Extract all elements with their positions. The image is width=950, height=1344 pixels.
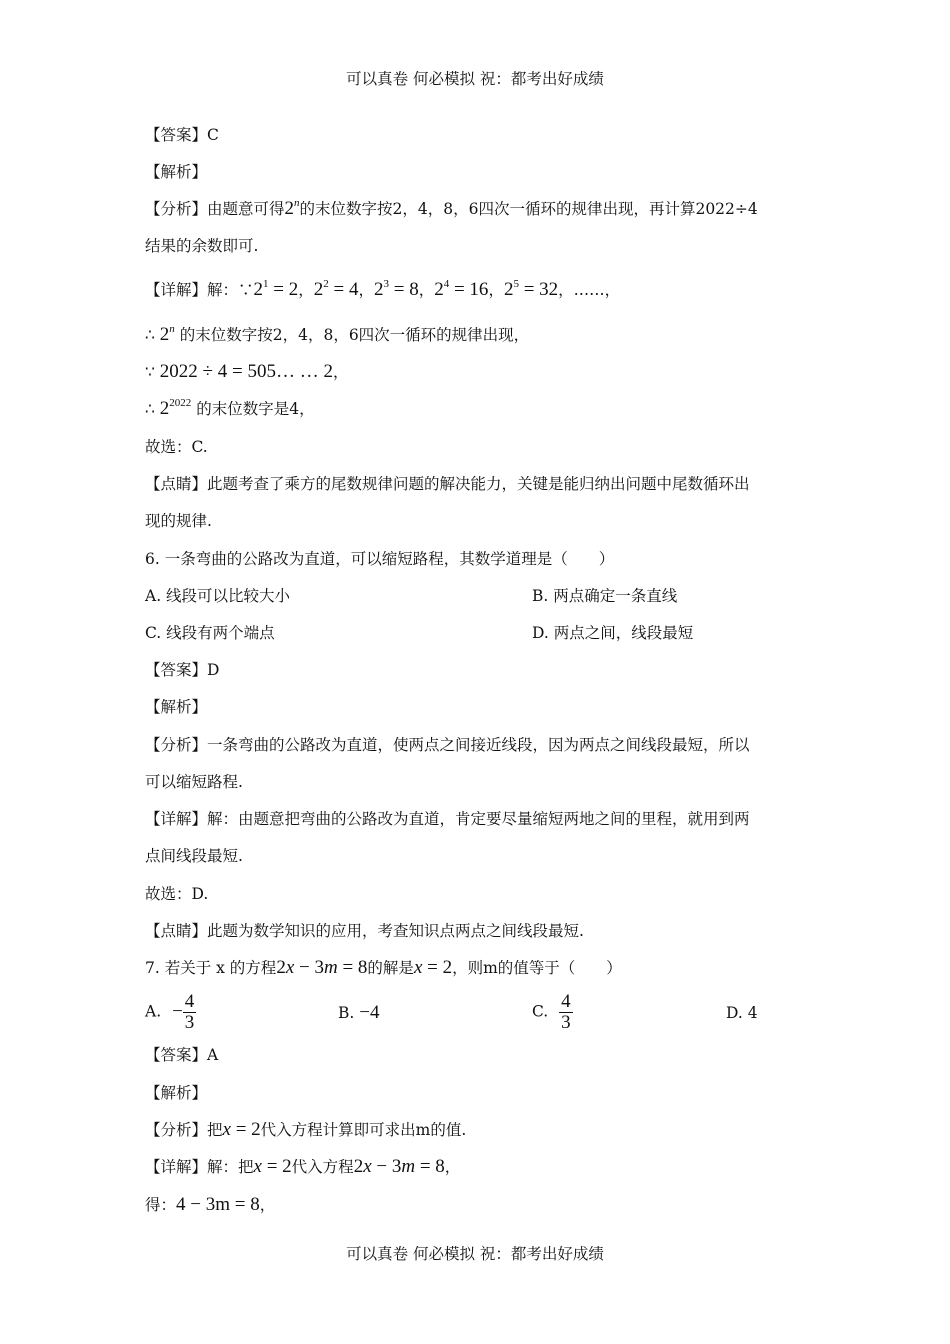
q5-guxuan: 故选：C. [145, 438, 208, 456]
q6-fenxi-cont: 可以缩短路程. [145, 773, 243, 791]
q5-step1: ∴ 2$^n$ 的末位数字按2，4，8，6四次一循环的规律出现， [145, 323, 530, 345]
q6-answer: 【答案】D [145, 661, 220, 679]
q5-jiexi: 【解析】 [145, 163, 208, 181]
q7-question: 7. 若关于 x 的方程2x − 3m = 8的解是x = 2，则m的值等于（ ） [145, 957, 622, 978]
q7-option-c: C. $\frac{4}{3}$ [532, 991, 571, 1033]
q7-jiexi: 【解析】 [145, 1084, 208, 1102]
q5-fenxi-cont: 结果的余数即可. [145, 237, 259, 255]
q7-option-a: A. − $\frac{4}{3}$ [145, 991, 195, 1033]
q7-option-b: B. −4 [338, 1002, 380, 1023]
q6-jiexi: 【解析】 [145, 698, 208, 716]
q7-fenxi: 【分析】把x = 2代入方程计算即可求出m的值. [145, 1119, 467, 1140]
q6-fenxi: 【分析】一条弯曲的公路改为直道，使两点之间接近线段，因为两点之间线段最短，所以 [145, 736, 750, 754]
q6-option-c: C. 线段有两个端点 [145, 624, 275, 642]
q5-answer: 【答案】C [145, 126, 219, 144]
q5-step2: ∵ 2022 ÷ 4 = 505… … 2， [145, 361, 349, 382]
q6-option-d: D. 两点之间，线段最短 [532, 624, 694, 642]
q6-guxuan: 故选：D. [145, 885, 209, 903]
q6-option-b: B. 两点确定一条直线 [532, 587, 678, 605]
q6-xiangjie-cont: 点间线段最短. [145, 847, 243, 865]
q5-xiangjie: 【详解】解：$\because 2^1 = 2$，$2^2 = 4$，$2^3 = 8$，$2^4 = 16$，$2^5 = 32$，……， [145, 278, 621, 300]
page-footer: 可以真卷 何必模拟 祝：都考出好成绩 [346, 1245, 604, 1263]
q5-dianjing-cont: 现的规律. [145, 512, 212, 530]
q5-step3: ∴ $2^{2022}$ 的末位数字是4， [145, 397, 315, 419]
q6-xiangjie: 【详解】解：由题意把弯曲的公路改为直道，肯定要尽量缩短两地之间的里程，就用到两 [145, 810, 750, 828]
q6-option-a: A. 线段可以比较大小 [145, 587, 291, 605]
q7-de: 得：4 − 3m = 8， [145, 1194, 276, 1215]
q6-question: 6. 一条弯曲的公路改为直道，可以缩短路程，其数学道理是（ ） [145, 550, 615, 568]
q7-answer: 【答案】A [145, 1046, 219, 1064]
q7-option-d: D. 4 [726, 1004, 758, 1022]
q5-dianjing: 【点睛】此题考查了乘方的尾数规律问题的解决能力，关键是能归纳出问题中尾数循环出 [145, 475, 750, 493]
q5-fenxi: 【分析】由题意可得2$^n$的末位数字按2，4，8，6四次一循环的规律出现，再计算2022÷4 [145, 197, 758, 219]
page-header: 可以真卷 何必模拟 祝：都考出好成绩 [346, 70, 604, 88]
q6-dianjing: 【点睛】此题为数学知识的应用，考查知识点两点之间线段最短. [145, 922, 584, 940]
q7-xiangjie: 【详解】解：把x = 2代入方程2x − 3m = 8， [145, 1156, 461, 1177]
